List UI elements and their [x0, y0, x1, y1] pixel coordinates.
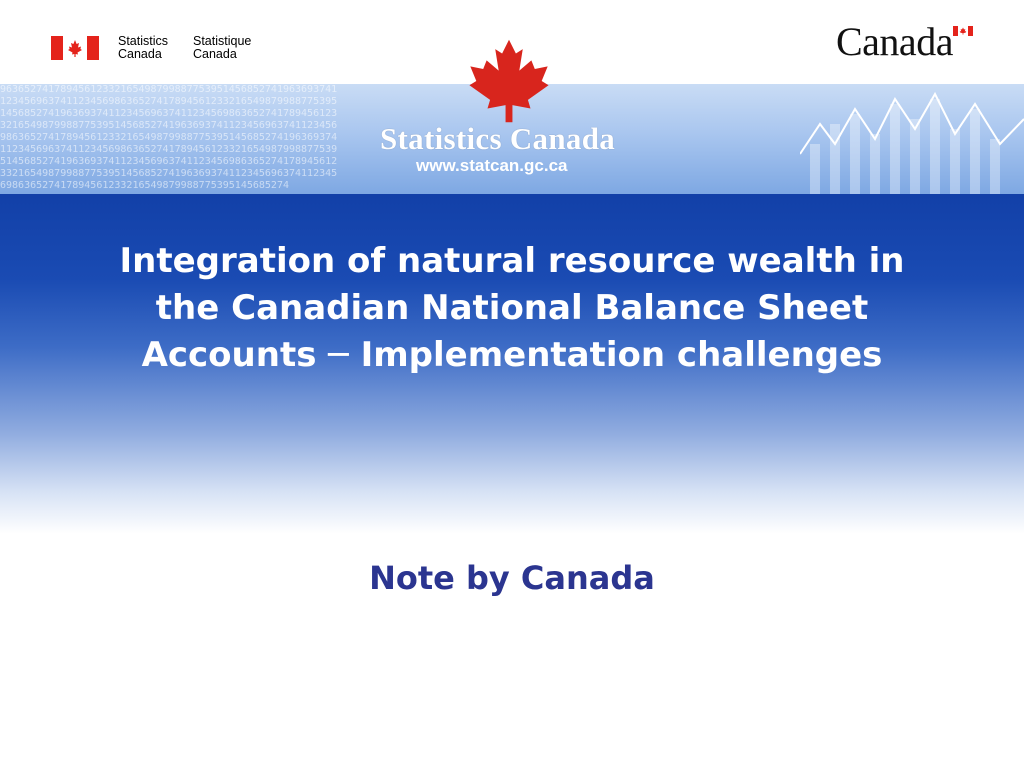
slide-subtitle: Note by Canada [369, 559, 655, 597]
fip-english-signature [118, 35, 168, 61]
banner-digit-pattern: 9636527417894561233216549879988775395145685274196369374112345696374112345698636527417894561233216549879988775395145685274196369374112345696374112345698636527417894561233216549879988775395145685274196369374112345696374112345698636527417894561233216549879988775395145685274196369374112345696374112345698636527417894561233216549879988775395145685274196369374112345696374112345698636527417894561233216549879988775395145685274196369374112345696374112345698636527417894561233216549879988775395145685274 [0, 84, 338, 191]
banner-chart-decoration [800, 84, 1024, 194]
fip-fr-line1: Statistique [193, 34, 252, 48]
slide-title: Integration of natural resource wealth in the Canadian National Balance Sheet Accounts ─ Implementation challenges [119, 241, 905, 375]
banner-title: Statistics Canada [380, 121, 616, 156]
fip-en-line2: Canada [118, 47, 162, 61]
fip-en-line1: Statistics [118, 34, 169, 48]
banner-url: www.statcan.gc.ca [416, 156, 568, 175]
wordmark-text: Canada [836, 19, 953, 64]
maple-leaf-icon [466, 36, 552, 126]
canada-flag-icon [51, 36, 99, 60]
wordmark-flag-icon [953, 26, 973, 36]
fip-fr-line2: Canada [193, 47, 237, 61]
fip-french-signature [193, 35, 251, 61]
